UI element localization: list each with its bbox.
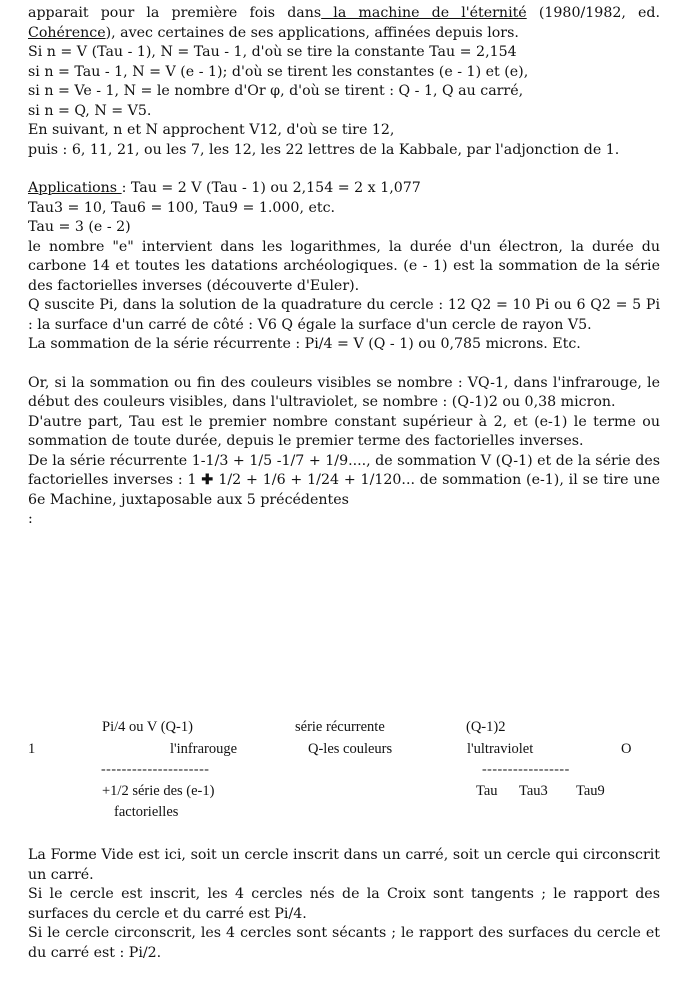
text-line: puis : 6, 11, 21, ou les 7, les 12, les 22 lettres de la Kabbale, par l'adjonction de 1. [28, 141, 620, 158]
text-line: si n = Ve - 1, N = le nombre d'Or φ, d'où se tirent : Q - 1, Q au carré, [28, 83, 524, 99]
diagram-tau9: Tau9 [576, 783, 605, 799]
applications-formula: : Tau = 2 V (Tau - 1) ou 2,154 = 2 x 1,077 [121, 180, 421, 196]
diagram-col1-top: Pi/4 ou V (Q-1) [102, 719, 193, 735]
text-line: Si n = V (Tau - 1), N = Tau - 1, d'où se tire la constante Tau = 2,154 [28, 44, 517, 60]
book-title: la machine de l'éternité [321, 5, 527, 21]
paragraph-intro-first [28, 4, 660, 43]
applications-first-line [28, 179, 660, 199]
text-paragraph: La Forme Vide est ici, soit un cercle inscrit dans un carré, soit un cercle qui circonscrit un carré. [28, 847, 660, 883]
text-line: Tau3 = 10, Tau6 = 100, Tau9 = 1.000, etc. [28, 199, 336, 216]
colon-line: : [28, 511, 33, 527]
diagram-one: 1 [28, 741, 36, 757]
series-continued: 1/2 + 1/6 + 1/24 + 1/120... de sommation (e-1), il se tire une 6e Machine, juxtaposable aux 5 précédentes [28, 472, 660, 508]
text-paragraph: Or, si la sommation ou fin des couleurs visibles se nombre : VQ-1, dans l'infrarouge, le début des couleurs visibles, dans l'ultraviolet, se nombre : (Q-1)2 ou 0,38 micron. [28, 374, 660, 410]
text-line: si n = Q, N = V5. [28, 102, 152, 119]
diagram-dashes-left: --------------------- [101, 762, 210, 777]
text-line: En suivant, n et N approchent V12, d'où se tire 12, [28, 122, 395, 138]
intro-edition: (1980/1982, ed. [526, 5, 661, 21]
text-paragraph: Si le cercle est inscrit, les 4 cercles nés de la Croix sont tangents ; le rapport des surfaces du cercle et du carré est Pi/4. [28, 886, 660, 922]
diagram-dashes-right: ----------------- [482, 762, 570, 777]
plus-mark-icon: ✚ [201, 472, 214, 488]
applications-heading: Applications [28, 180, 122, 196]
diagram-col3-top: (Q-1)2 [466, 719, 506, 735]
diagram-tau: Tau [476, 783, 498, 799]
text-line: Q suscite Pi, dans la solution de la quadrature du cercle : 12 Q2 = 10 Pi ou 6 Q2 = 5 Pi : la surface d'un carré de côté : V6 Q égale la surface d'un cercle de rayon V5. [28, 297, 660, 333]
text-paragraph: Si le cercle circonscrit, les 4 cercles sont sécants ; le rapport des surfaces du cercle et du carré est : Pi/2. [28, 925, 660, 961]
diagram-o: O [621, 741, 632, 757]
series-intro: De la série récurrente [28, 452, 192, 469]
document-body [28, 4, 660, 530]
diagram-col2-top: série récurrente [295, 719, 385, 735]
text-line: si n = Tau - 1, N = V (e - 1); d'où se tirent les constantes (e - 1) et (e), [28, 63, 529, 80]
intro-text: apparait pour la première fois dans [28, 5, 322, 21]
text-line: La sommation de la série récurrente : Pi/4 = V (Q - 1) ou 0,785 microns. Etc. [28, 336, 581, 352]
intro-rest: ), avec certaines de ses applications, affinées depuis lors. [105, 24, 519, 41]
text-line: le nombre "e" intervient dans les logarithmes, la durée d'un électron, la durée du carbone 14 et toutes les datations archéologiques. (e - 1) est la sommation de la série des factorielles inverses (découverte d'Euler). [28, 238, 660, 294]
publisher-name: Cohérence [28, 24, 106, 41]
diagram-tau3: Tau3 [519, 783, 548, 799]
diagram-col2-mid: Q-les couleurs [308, 741, 393, 757]
text-paragraph: D'autre part, Tau est le premier nombre constant supérieur à 2, et (e-1) le terme ou sommation de toute durée, depuis le premier terme des factorielles inverses. [28, 413, 660, 449]
diagram-col3-mid: l'ultraviolet [467, 741, 534, 757]
series-paragraph [28, 452, 660, 511]
text-line: Tau = 3 (e - 2) [28, 219, 131, 235]
diagram-factorielles: factorielles [114, 804, 179, 820]
diagram-bottom-left: +1/2 série des (e-1) [102, 783, 215, 799]
diagram-col1-mid: l'infrarouge [170, 741, 238, 757]
closing-section [28, 846, 660, 963]
series-text: 1-1/3 + 1/5 -1/7 + 1/9...., de sommation V (Q-1) et de la série des factorielles inverses : 1 [28, 452, 660, 488]
